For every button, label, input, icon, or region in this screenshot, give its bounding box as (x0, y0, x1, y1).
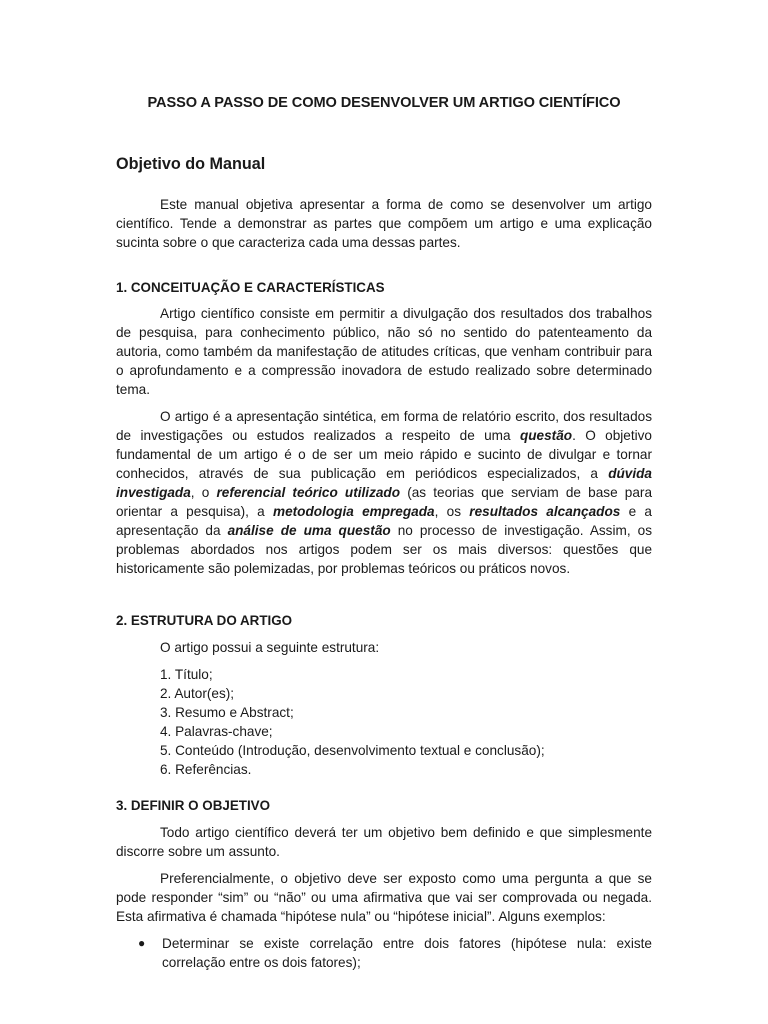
text-run: , o (190, 485, 217, 500)
emphasis-resultados: resultados alcançados (469, 504, 621, 519)
objective-heading: Objetivo do Manual (116, 155, 266, 173)
list-item: 2. Autor(es); (160, 686, 235, 701)
emphasis-referencial-teorico: referencial teórico utilizado (216, 485, 401, 500)
text-run: , os (434, 504, 470, 519)
section-2-heading: 2. ESTRUTURA DO ARTIGO (116, 613, 293, 628)
section-3-heading: 3. DEFINIR O OBJETIVO (116, 798, 271, 813)
list-item: 3. Resumo e Abstract; (160, 705, 294, 720)
section-3-paragraph-1: Todo artigo científico deverá ter um objetivo bem definido e que simplesmente discorre sobre um assunto. (116, 825, 652, 859)
section-1-paragraph-1: Artigo científico consiste em permitir a divulgação dos resultados dos trabalhos de pesquisa, para conhecimento público, não só no sentido do patenteamento da autoria, como também da manifestação de atitudes críticas, que venham contribuir para o aprofundamento e a compressão inovadora de estudo realizado sobre determinado tema. (116, 306, 652, 397)
text-run: e a apresentação da (116, 504, 652, 538)
document-title: PASSO A PASSO DE COMO DESENVOLVER UM ARTIGO CIENTÍFICO (147, 95, 621, 111)
section-1-heading: 1. CONCEITUAÇÃO E CARACTERÍSTICAS (116, 280, 385, 295)
examples-list (116, 934, 652, 972)
emphasis-analise: análise de uma questão (227, 523, 391, 538)
text-run: O artigo é a apresentação sintética, em forma de relatório escrito, dos resultados de investigações ou estudos realizados a respeito de uma (116, 409, 652, 443)
section-2-intro: O artigo possui a seguinte estrutura: (160, 640, 380, 655)
emphasis-questao: questão (519, 428, 573, 443)
text-run: . O objetivo fundamental de um artigo é o de ser um meio rápido e sucinto de divulgar e tornar conhecidos, através de sua publicação em periódicos especializados, a (116, 428, 652, 481)
objective-section (116, 195, 652, 252)
list-item: 4. Palavras-chave; (160, 724, 273, 739)
list-item: 6. Referências. (160, 762, 252, 777)
text-run: (as teorias que serviam de base para orientar a pesquisa), a (116, 485, 653, 519)
emphasis-metodologia: metodologia empregada (273, 504, 435, 519)
section-2 (116, 611, 652, 779)
list-item (116, 934, 652, 972)
section-1 (116, 278, 652, 578)
list-item: 1. Título; (160, 667, 213, 682)
bullet-icon: ● (138, 936, 146, 950)
section-3 (116, 796, 652, 972)
list-item-text: Determinar se existe correlação entre dois fatores (hipótese nula: existe correlação entre os dois fatores); (162, 936, 652, 970)
section-1-paragraph-2 (116, 407, 652, 578)
emphasis-duvida-investigada: dúvida investigada (116, 466, 652, 500)
structure-list (116, 665, 652, 779)
text-run: no processo de investigação. Assim, os problemas abordados nos artigos podem ser os mais diversos: questões que historicamente são polemizadas, por problemas teóricos ou práticos novos. (116, 523, 652, 576)
objective-paragraph: Este manual objetiva apresentar a forma de como se desenvolver um artigo científico. Tende a demonstrar as partes que compõem um artigo e uma explicação sucinta sobre o que caracteriza cada uma dessas partes. (116, 197, 652, 250)
list-item: 5. Conteúdo (Introdução, desenvolvimento textual e conclusão); (160, 743, 545, 758)
section-3-paragraph-2: Preferencialmente, o objetivo deve ser exposto como uma pergunta a que se pode responder “sim” ou “não” ou uma afirmativa que vai ser comprovada ou negada. Esta afirmativa é chamada “hipótese nula” ou “hipótese inicial”. Alguns exemplos: (116, 871, 652, 924)
